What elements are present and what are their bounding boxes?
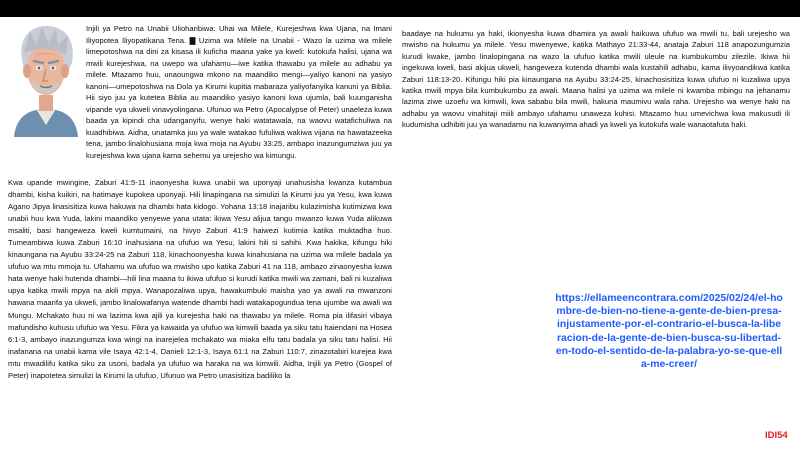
right-column-paragraph: baadaye na hukumu ya haki, ikionyesha kuwa dhamira ya awali haikuwa ufufuo wa mwili tu, bali urejesho wa mwisho na hukumu ya milele. Yesu mwenyewe, katika Mathayo 21:33-44, anataja Zaburi 118 anapozungumzia kurudi kwake, jambo linalopingana na wazo la ufufuo katika mwili uleule na kumbukumbu zilezile. Ikiwa hii ingekuwa kweli, basi akijua ukweli, hangeweza kutenda dhambi wala kustahili adhabu, kama ilivyoandikwa katika Zaburi 118:13-20. Kifungu hiki pia kinaungana na Ayubu 33:24-25, kinachosisitiza kuwa ufufuo ni kuzaliwa upya katika mwili mpya bila kumbukumbu za awali. Maana halisi ya uzima wa milele ni kwamba mbingu na jehanamu lazima ziwe uzoefu wa kimwili, kwa sababu bila mwili, hakuna maumivu wala raha. Urejesho wa wenye haki na adhabu ya waovu vinahitaji miili ambayo ufahamu unaweza kuhisi. Mtazamo huu umevichwa kwa makusudi ili kudumisha udhibiti juu ya wanadamu na kuwanyima ahadi ya kweli ya kutokufa wale wanaotafuta haki. — [402, 29, 790, 130]
article-link[interactable]: https://ellameencontrara.com/2025/02/24/el-hombre-de-bien-no-tiene-a-gente-de-bien-presa-injustamente-por-el-contrario-el-busca-la-liberacion-de-la-gente-de-bien-busca-su-libertad-en-todo-el-sentido-de-la-palabra-yo-se-que-ella-me-creer/ — [555, 293, 783, 371]
body-paragraph: Kwa upande mwingine, Zaburi 41:5-11 inaonyesha kuwa unabii wa uponyaji unahusisha kwanza kutambua dhambi, kisha kuikiri, na hatimaye kupokea uponyaji. Hili linapingana na simulizi la Kirumi juu ya Yesu, kwa kuwa Agano Jipya linasisitiza kuwa hakuwa na dhambi hata kidogo. Yohana 13:18 inajaribu kulazimisha kutimizwa kwa unabii huu kwa Yuda, lakini maandiko yenyewe yana utata: ikiwa Yesu alijua tangu mwanzo kuwa Yuda alikuwa msaliti, basi hangeweza kweli kumtumaini, na hivyo Zaburi 41:9 haiwezi kutimia katika muktadha huo. Tumeambiwa kuwa Zaburi 16:10 inahusiana na ufufuo wa Yesu, lakini hili si sahihi. Kwa hakika, kifungu hiki kinaungana na Ayubu 33:24-25 na Zaburi 118, kinachoonyesha kuwa kinahusiana na uzima wa milele badala ya ufufuo wa mtu mmoja tu. Ufahamu wa ufufuo wa mwisho upo katika Zaburi 41 na 118, ambazo zinaonyesha kuwa hata wenye haki hutenda dhambi—hili lina maana tu ikiwa ufufuo si kurudi katika mwili wa zamani, bali ni kuzaliwa upya katika mwili mpya na akili mpya. Wanapozaliwa upya, hawakumbuki maisha yao ya awali na mwanzoni hawana maarifa ya ukweli, jambo linalowafanya watende dhambi hadi watakapogundua tena ujumbe wa awali wa Mungu. Mchakato huu ni wa lazima kwa ajili ya kurejesha haki na thawabu ya milele. Roma pia ilifasiri vibaya mafundisho kuhusu ufufuo wa Yesu. Fikra ya kawaida ya ufufuo wa kimwili baada ya siku tatu haiendani na Hosea 6:1-3, ambayo inazungumza kwa wingi na inarejelea mchakato wa miaka elfu tatu badala ya siku tatu halisi. Hii inafanana na unabii kama vile Isaya 42:1-4, Danieli 12:1-3, Isaya 61:1 na Zaburi 110:7, zinazotabiri kurejea kwa mtu mwadilifu katika siku za usoni, badala ya ufufuo wa haraka na wa kimwili. Aidha, Injili ya Petro (Gospel of Peter) inapotetea simulizi la Kirumi la ufufuo, Ufunuo wa Petro unasisitiza badiliko la — [8, 178, 392, 380]
id-tag: IDI54 — [765, 430, 788, 441]
old-man-avatar-icon — [10, 21, 82, 137]
document-page — [0, 17, 800, 450]
intro-paragraph: Injili ya Petro na Unabii Ulioharibiwa: Uhai wa Milele, Kurejeshwa kwa Ujana, na Imani Iliyopotea Iliyopatikana Tena. ▇ Uzima wa Milele na Unabii - Wazo la uzima wa milele limepotoshwa na dini za kisasa ili kuficha maana yake ya kweli: kutokufa halisi, ujana wa mwili kurejeshwa, na uwepo wa ufahamu—iwe katika thawabu ya milele au adhabu ya milele. Mtazamo huu, unaoungwa mkono na maandiko mengi—yaliyo kanoni na yasiyo kanoni—umepotoshwa na Dola ya Kirumi kupitia mabaraza yaliyofanyika kanuni ya Biblia. Hii siyo juu ya kutetea Biblia au maandiko yasiyo kanoni kwa ujumla, bali kuunganisha vipande vya ukweli vinavyolingana. Ufunuo wa Petro (Apocalypse of Peter) unaeleza kuwa baada ya kipindi cha udanganyifu, wenye haki watatawala, na waovu watafichuliwa na kuadhibiwa. Aidha, unatamka juu ya wale watakao fufuliwa wakiwa vijana na hawatazeeka tena, jambo linalohusiana moja kwa moja na Ayubu 33:25, ambapo inazungumziwa juu ya kurejeshwa kwa ujana kama sehemu ya urejesho wa kimungu. — [86, 24, 392, 161]
left-column — [8, 17, 394, 450]
